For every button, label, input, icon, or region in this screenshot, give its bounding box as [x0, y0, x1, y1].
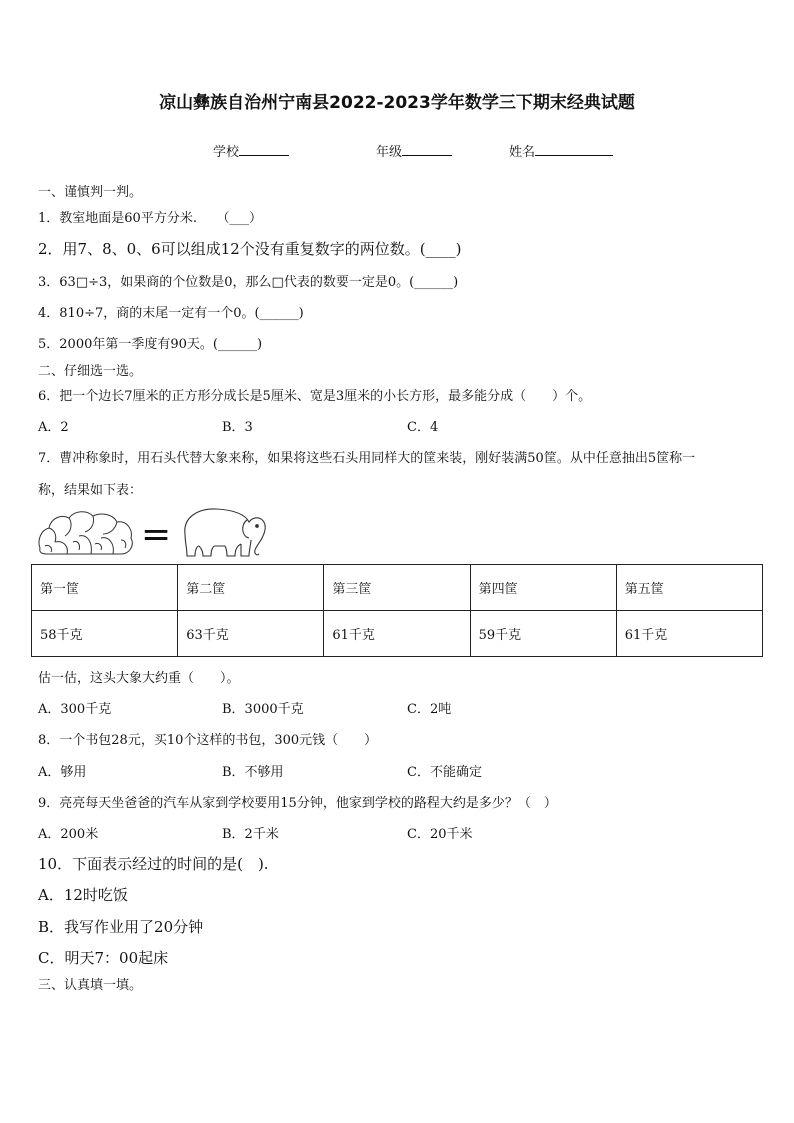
- question-4: 4．810÷7，商的末尾一定有一个0。(______): [38, 306, 304, 321]
- table-header-row: [32, 565, 763, 611]
- question-8: 8．一个书包28元，买10个这样的书包，300元钱（ ）: [38, 733, 378, 748]
- school-blank[interactable]: [239, 143, 289, 156]
- q8-option-a[interactable]: A．够用: [38, 765, 87, 780]
- q8-option-c[interactable]: C．不能确定: [407, 765, 482, 780]
- question-7-line-1: 7．曹冲称象时，用石头代替大象来称，如果将这些石头用同样大的筐来装，刚好装满50筐。从中任意抽出5筐称一: [38, 451, 696, 466]
- elephant-icon: [185, 509, 265, 556]
- table-cell: 59千克: [470, 611, 616, 657]
- section-2-heading: 二、仔细选一选。: [38, 364, 143, 379]
- grade-field: [376, 141, 452, 160]
- q10-option-b[interactable]: B．我写作业用了20分钟: [38, 918, 204, 936]
- q9-option-a[interactable]: A．200米: [38, 827, 99, 842]
- page-title: 凉山彝族自治州宁南县2022-2023学年数学三下期末经典试题: [159, 93, 635, 113]
- table-header-cell: 第二筐: [178, 565, 324, 611]
- question-6: 6．把一个边长7厘米的正方形分成长是5厘米、宽是3厘米的小长方形，最多能分成（ ）个。: [38, 389, 592, 404]
- table-cell: 58千克: [32, 611, 178, 657]
- question-1: 1．教室地面是60平方分米. （___）: [38, 211, 262, 226]
- q6-option-c[interactable]: C．4: [407, 420, 439, 435]
- table-header-cell: 第五筐: [616, 565, 762, 611]
- q8-option-b[interactable]: B．不够用: [222, 765, 284, 780]
- grade-blank[interactable]: [402, 143, 452, 156]
- question-7-ask: 估一估，这头大象大约重（ ）。: [38, 671, 240, 686]
- table-header-cell: 第三筐: [324, 565, 470, 611]
- q6-option-a[interactable]: A．2: [38, 420, 69, 435]
- section-3-heading: 三、认真填一填。: [38, 978, 143, 993]
- q9-option-c[interactable]: C．20千米: [407, 827, 473, 842]
- q10-option-c[interactable]: C．明天7：00起床: [38, 949, 169, 967]
- table-header-cell: 第四筐: [470, 565, 616, 611]
- question-7-line-2: 称，结果如下表：: [38, 483, 143, 498]
- q7-option-c[interactable]: C．2吨: [407, 702, 452, 717]
- school-label: 学校: [213, 145, 240, 160]
- section-1-heading: 一、谨慎判一判。: [38, 185, 143, 200]
- equals-sign: =: [141, 514, 172, 555]
- table-header-cell: 第一筐: [32, 565, 178, 611]
- school-field: [213, 141, 289, 160]
- table-row: [32, 611, 763, 657]
- q9-option-b[interactable]: B．2千米: [222, 827, 279, 842]
- table-cell: 63千克: [178, 611, 324, 657]
- question-5: 5．2000年第一季度有90天。(______): [38, 337, 263, 352]
- name-blank[interactable]: [535, 143, 613, 156]
- name-label: 姓名: [509, 145, 536, 160]
- question-10: 10．下面表示经过的时间的是( ).: [38, 855, 269, 873]
- question-2: 2．用7、8、0、6可以组成12个没有重复数字的两位数。(____): [38, 240, 462, 258]
- q7-option-b[interactable]: B．3000千克: [222, 702, 304, 717]
- table-cell: 61千克: [324, 611, 470, 657]
- stones-pile-icon: [39, 512, 132, 554]
- name-field: [509, 141, 613, 160]
- basket-weight-table: [31, 564, 763, 657]
- grade-label: 年级: [376, 145, 403, 160]
- stones-equals-elephant-figure: [35, 500, 270, 562]
- table-cell: 61千克: [616, 611, 762, 657]
- q10-option-a[interactable]: A．12时吃饭: [38, 886, 128, 904]
- question-9: 9．亮亮每天坐爸爸的汽车从家到学校要用15分钟，他家到学校的路程大约是多少？（ ）: [38, 796, 557, 811]
- question-3: 3．63□÷3，如果商的个位数是0，那么□代表的数要一定是0。(______): [38, 275, 459, 290]
- q6-option-b[interactable]: B．3: [222, 420, 253, 435]
- q7-option-a[interactable]: A．300千克: [38, 702, 112, 717]
